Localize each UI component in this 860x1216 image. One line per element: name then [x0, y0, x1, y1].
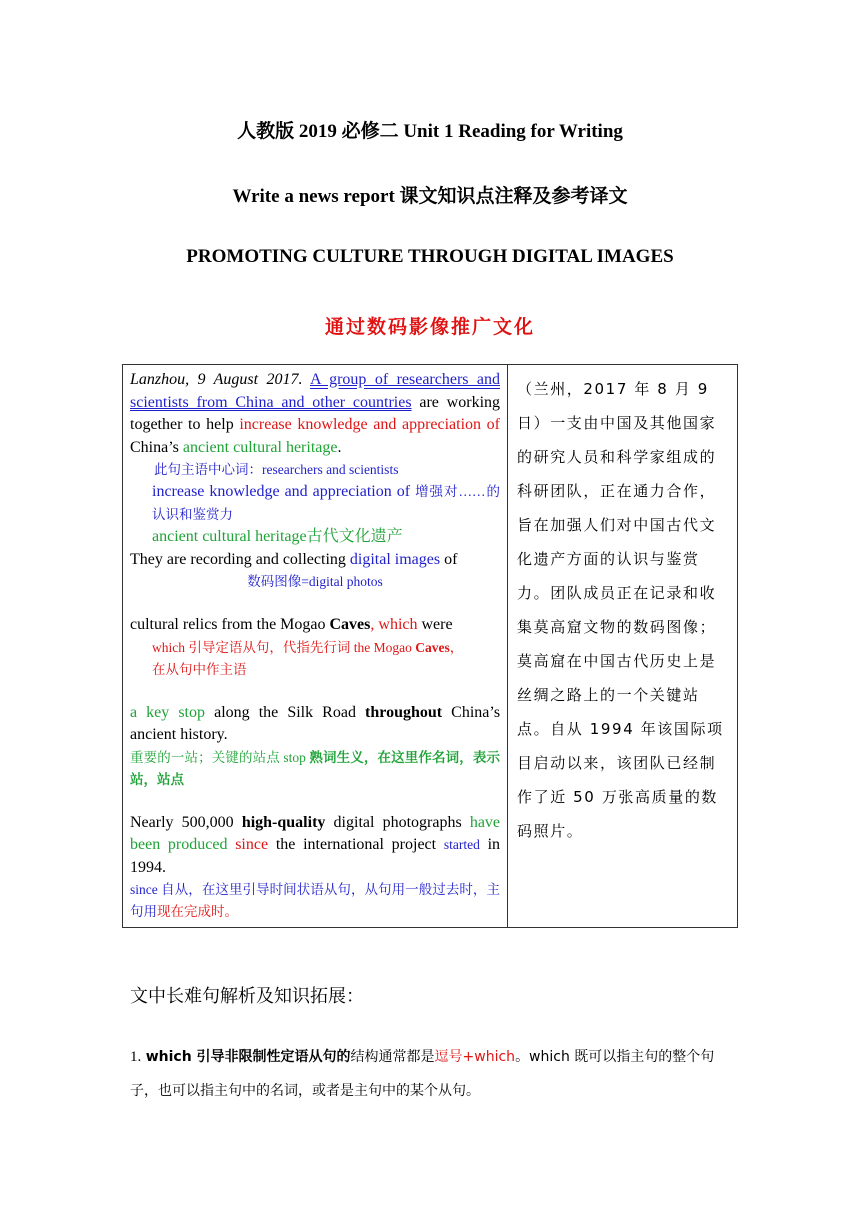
text-span: Caves	[329, 616, 371, 633]
note-text: since 自从，在这里引导时间状语从句，从句用一般过去时，主句用	[130, 882, 500, 919]
doc-title: 人教版 2019 必修二 Unit 1 Reading for Writing	[237, 121, 623, 142]
text-span: of	[444, 550, 458, 568]
text-span: the international project	[275, 836, 437, 853]
key-phrase: ancient cultural heritage	[182, 438, 338, 456]
chinese-translation: （兰州，2017 年 8 月 9 日）一支由中国及其他国家的研究人员和科学家组成的科研团队，正在通力合作，旨在加强人们对中国古代文化遗产方面的认识与鉴赏力。团队成员正在记录和收集莫高窟文物的数码图像；莫高窟在中国古代历史上是丝绸之路上的一个关键站点。自从 1994 年该国际项目启动以来，该团队已经制作了近 50 万张高质量的数码照片。	[508, 365, 738, 928]
note-digital: 数码图像=digital photos	[247, 574, 383, 589]
note-text: 熟词生义，在这里作名词，表示站，站点	[130, 749, 500, 788]
passage-table	[122, 364, 738, 928]
text-span: They are recording and collecting	[130, 550, 346, 568]
point-highlight: 逗号+which	[434, 1049, 516, 1065]
note-text: increase knowledge and appreciation of	[152, 483, 411, 500]
text-span: .	[337, 438, 342, 456]
text-span: ,	[370, 616, 375, 633]
text-span: are working together to help	[130, 393, 501, 433]
key-phrase: digital images	[349, 550, 441, 568]
section-heading: 文中长难句解析及知识拓展：	[130, 986, 364, 1006]
text-span: digital photographs	[333, 813, 462, 831]
key-phrase: started	[443, 837, 480, 852]
doc-subtitle: Write a news report 课文知识点注释及参考译文	[232, 186, 628, 207]
dateline: Lanzhou, 9 August 2017.	[130, 371, 303, 388]
paragraph-2	[130, 549, 500, 572]
key-phrase: increase knowledge and appreciation of	[239, 416, 501, 433]
paragraph-4	[130, 702, 500, 747]
note-which	[130, 637, 500, 681]
note-stop	[130, 747, 500, 791]
note-subject	[130, 459, 500, 481]
passage-title: PROMOTING CULTURE THROUGH DIGITAL IMAGES	[186, 246, 674, 267]
text-span: in 1994.	[130, 836, 501, 876]
note-text: ancient cultural heritage	[152, 528, 307, 545]
note-text: Caves	[415, 639, 450, 655]
subject-phrase: A group of researchers and scientists from China and other countries	[130, 371, 501, 411]
paragraph-3	[130, 614, 500, 637]
text-span: China’s ancient history.	[130, 703, 501, 743]
paragraph-5	[130, 812, 500, 880]
key-phrase: since	[235, 836, 269, 853]
note-text: researchers and scientists	[262, 462, 399, 477]
note-text: 古代文化遗产	[306, 528, 403, 545]
key-phrase: a key stop	[130, 703, 206, 721]
knowledge-point-1	[130, 1040, 735, 1108]
note-heritage	[130, 526, 500, 549]
text-span: were	[421, 616, 453, 633]
note-text: ，	[449, 639, 464, 655]
english-annotated-text	[123, 365, 508, 928]
note-text: 在从句中作主语	[152, 661, 247, 677]
paragraph-1	[130, 369, 500, 459]
key-phrase: have been produced	[130, 813, 501, 853]
note-text: 现在完成时。	[157, 904, 238, 919]
point-bold: which 引导非限制性定语从句的	[145, 1049, 351, 1065]
point-text: 结构通常都是	[350, 1049, 435, 1065]
note-text: the Mogao	[353, 639, 412, 655]
text-span: cultural relics from the Mogao	[130, 616, 326, 633]
point-number: 1.	[130, 1049, 142, 1065]
key-phrase: which	[378, 616, 418, 633]
text-span: high-quality	[241, 813, 326, 831]
note-text: 增强对……的认识和鉴赏力	[152, 484, 501, 522]
point-text: 。which 既可以指主句的整个句子，也可以指主句中的名词，或者是主句中的某个从句。	[130, 1049, 715, 1099]
text-span: along the Silk Road	[214, 703, 356, 721]
note-phrase	[130, 481, 500, 526]
note-text: 此句主语中心词：	[154, 462, 262, 477]
note-text: 重要的一站；关键的站点 stop	[130, 749, 306, 765]
note-text: which 引导定语从句，代指先行词	[152, 639, 351, 655]
passage-title-cn: 通过数码影像推广文化	[324, 317, 535, 338]
text-span: Nearly 500,000	[130, 813, 234, 831]
text-span: throughout	[365, 703, 443, 721]
note-since	[130, 879, 500, 923]
text-span: China’s	[130, 438, 179, 456]
